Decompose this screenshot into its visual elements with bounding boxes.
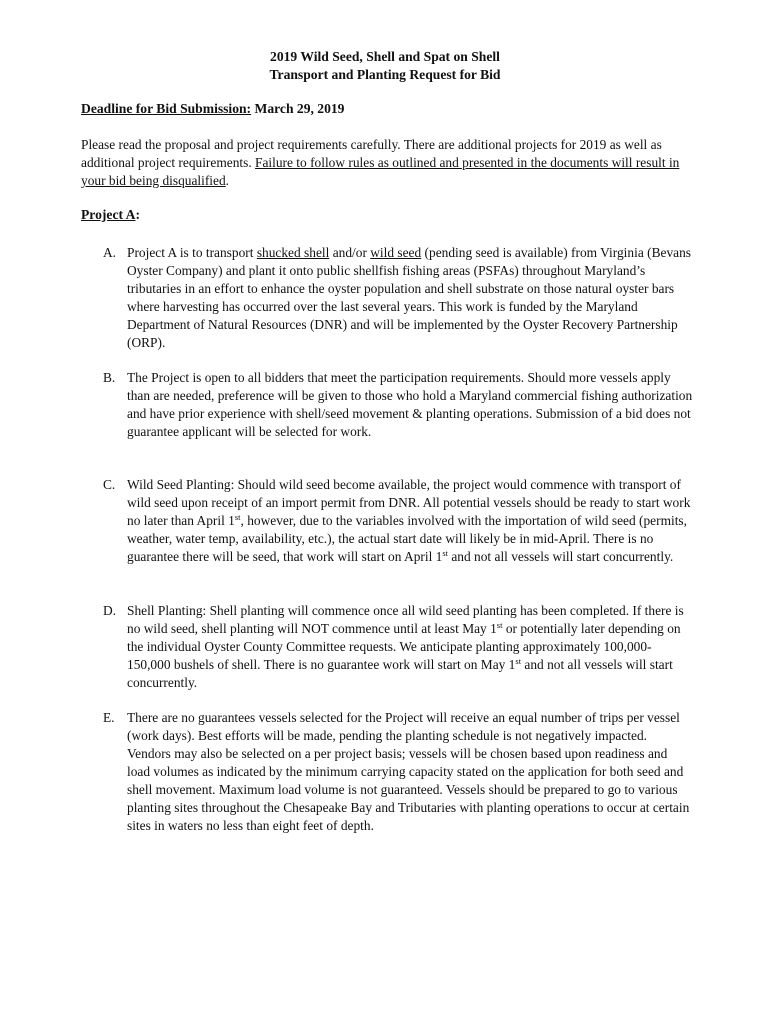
title-line-2: Transport and Planting Request for Bid <box>269 67 501 82</box>
item-a-wild-seed: wild seed <box>370 245 422 260</box>
deadline-label: Deadline for Bid Submission: <box>81 101 252 116</box>
list-marker-a: A. <box>103 245 117 260</box>
item-d-text-2: or potentially later depending on the individual Oyster County Committee requests. We anticipate planting approximately 100,000-150,000 bushels of shell. There is no guarantee work will start on May 1 <box>127 621 681 672</box>
item-d-sup-2: st <box>515 656 522 666</box>
intro-paragraph <box>81 136 681 190</box>
list-marker-d: D. <box>103 603 117 618</box>
item-d-sup-1: st <box>496 620 503 630</box>
deadline-date: March 29, 2019 <box>251 101 345 116</box>
intro-end: . <box>225 173 230 188</box>
item-c-sup-2: st <box>442 548 449 558</box>
document-title <box>0 48 770 84</box>
list-item-a <box>103 244 691 352</box>
list-item-d <box>103 602 691 692</box>
item-a-text-3: (pending seed is available) from Virginia (Bevans Oyster Company) and plant it onto public shellfish fishing areas (PSFAs) throughout Maryland’s tributaries in an effort to enhance the oyster population and shell substrate on those natural oyster bars where harvesting has occurred over the last several years. This work is funded by the Maryland Department of Natural Resources (DNR) and will be implemented by the Oyster Recovery Partnership (ORP). <box>127 245 691 350</box>
item-a-text-2: and/or <box>329 245 371 260</box>
item-c-text-3: and not all vessels will start concurrently. <box>448 549 674 564</box>
list-item-d-text <box>127 602 693 692</box>
item-c-text-2: , however, due to the variables involved with the importation of wild seed (permits, weather, water temp, availability, etc.), the actual start date will likely be in mid-April. There is no guarantee there will be seed, that work will start on April 1 <box>127 513 687 564</box>
section-heading-project-a <box>81 206 140 224</box>
list-item-b-text: The Project is open to all bidders that meet the participation requirements. Should more vessels apply than are needed, preference will be given to those who hold a Maryland commercial fishing authorization and have prior experience with shell/seed movement & planting operations. Submission of a bid does not guarantee applicant will be selected for work. <box>127 370 693 439</box>
list-item-e <box>103 709 691 835</box>
item-c-text-1: Wild Seed Planting: Should wild seed become available, the project would commence with transport of wild seed upon receipt of an import permit from DNR. All potential vessels should be ready to start work no later than April 1 <box>127 477 691 528</box>
list-item-c-text <box>127 476 693 566</box>
item-a-text-1: Project A is to transport <box>127 245 257 260</box>
project-heading-label: Project A <box>81 207 136 222</box>
item-a-shucked-shell: shucked shell <box>256 245 330 260</box>
list-item-b <box>103 369 691 441</box>
intro-warning: Failure to follow rules as outlined and presented in the documents will result in your bid being disqualified <box>81 155 680 188</box>
list-item-a-text <box>127 244 693 352</box>
project-heading-colon: : <box>135 207 141 222</box>
list-marker-c: C. <box>103 477 116 492</box>
list-item-c <box>103 476 691 566</box>
item-d-text-3: and not all vessels will start concurrently. <box>127 657 673 690</box>
deadline-line <box>81 100 344 118</box>
list-marker-b: B. <box>103 370 116 385</box>
list-marker-e: E. <box>103 710 115 725</box>
item-d-text-1: Shell Planting: Shell planting will commence once all wild seed planting has been completed. If there is no wild seed, shell planting will NOT commence until at least May 1 <box>127 603 684 636</box>
item-c-sup-1: st <box>234 512 241 522</box>
list-item-e-text: There are no guarantees vessels selected for the Project will receive an equal number of trips per vessel (work days). Best efforts will be made, pending the planting schedule is not negatively impacted. Vendors may also be selected on a per project basis; vessels will be chosen based upon readiness and load volumes as indicated by the minimum carrying capacity stated on the application for both seed and shell movement. Maximum load volume is not guaranteed. Vessels should be prepared to go to various planting sites throughout the Chesapeake Bay and Tributaries with planting operations to occur at certain sites in waters no less than eight feet of depth. <box>127 710 690 833</box>
title-line-1: 2019 Wild Seed, Shell and Spat on Shell <box>270 49 500 64</box>
intro-text: Please read the proposal and project requirements carefully. There are additional projects for 2019 as well as additional project requirements. <box>81 137 662 170</box>
